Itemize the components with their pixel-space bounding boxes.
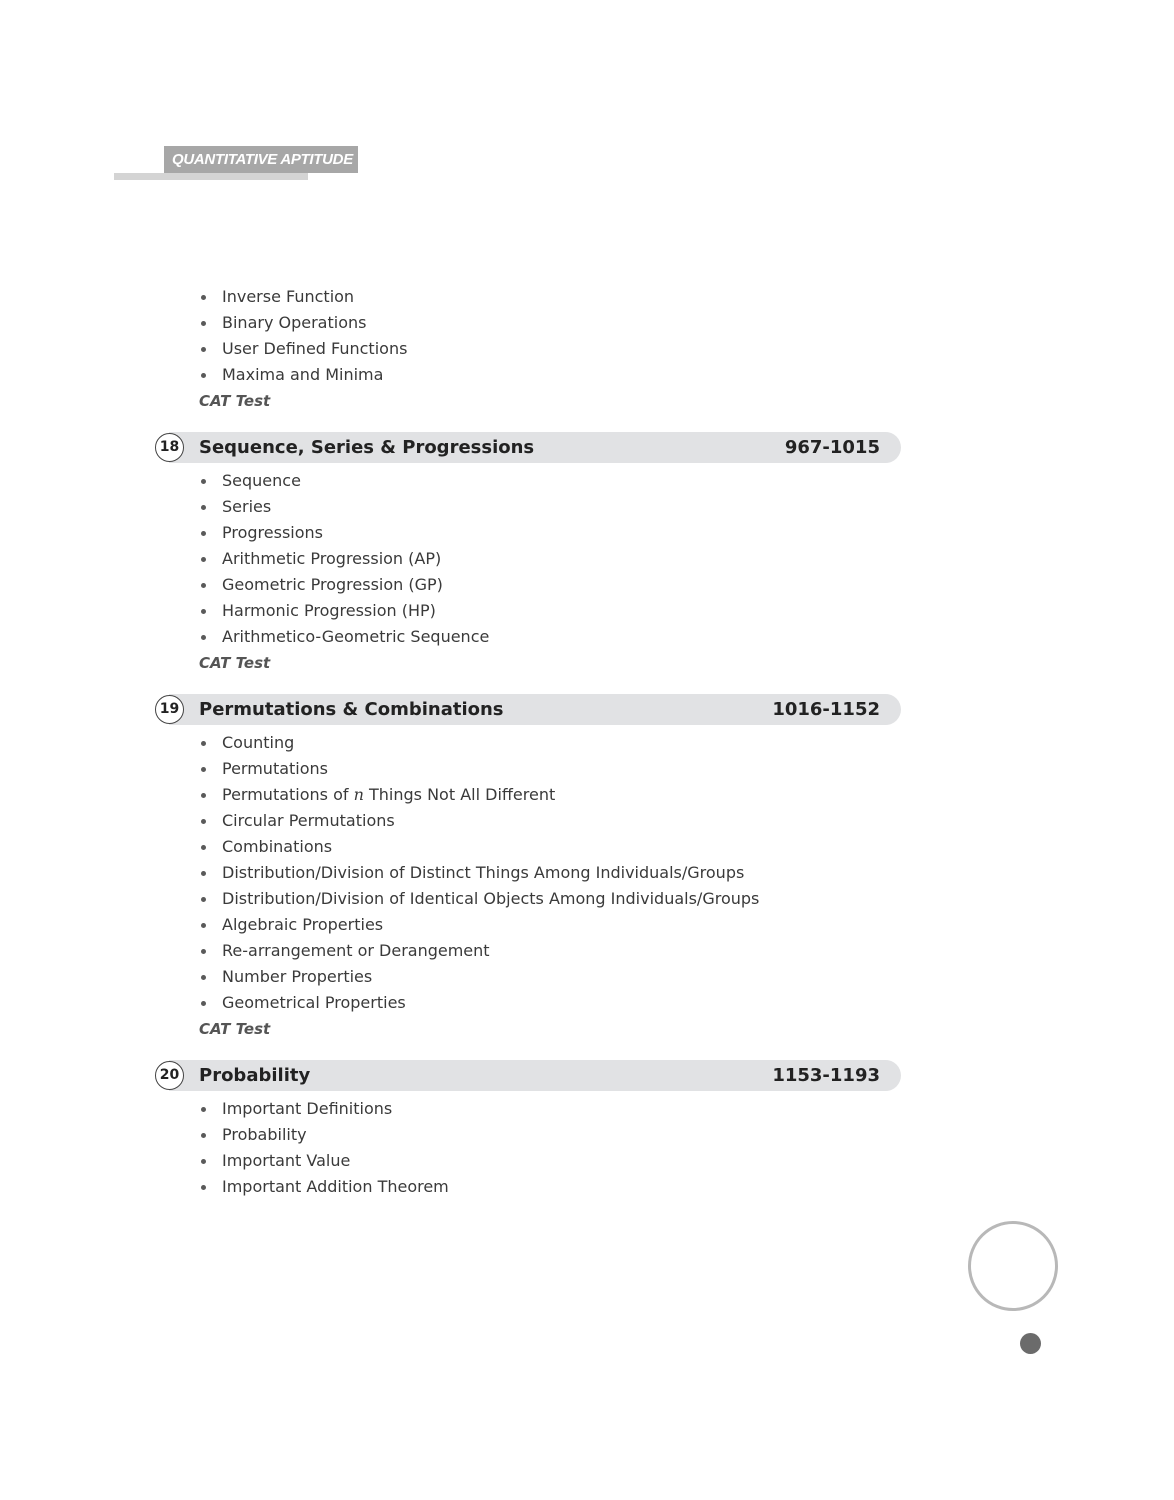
chapter-topic-list	[155, 730, 915, 1016]
header-underline	[114, 173, 308, 180]
list-item: User Defined Functions	[155, 336, 915, 362]
cat-test-label: CAT Test	[199, 392, 271, 410]
chapter-page-range: 1016-1152	[772, 699, 880, 720]
list-item: Arithmetic Progression (AP)	[155, 546, 915, 572]
list-item: Important Addition Theorem	[155, 1174, 915, 1200]
list-item: Counting	[155, 730, 915, 756]
chapter-18	[155, 432, 915, 676]
chapter-heading[interactable]	[155, 432, 915, 463]
cat-test-label: CAT Test	[199, 1020, 271, 1038]
chapter-topic-list	[155, 468, 915, 650]
chapter-number-badge: 18	[155, 433, 184, 462]
chapter-heading[interactable]	[155, 1060, 915, 1091]
list-item: Circular Permutations	[155, 808, 915, 834]
list-item: Number Properties	[155, 964, 915, 990]
list-item: Distribution/Division of Distinct Things Among Individuals/Groups	[155, 860, 915, 886]
contents-list	[155, 284, 915, 1200]
chapter-19	[155, 694, 915, 1042]
list-item: Harmonic Progression (HP)	[155, 598, 915, 624]
chapter-topic-list	[155, 1096, 915, 1200]
list-item: Permutations of n Things Not All Different	[155, 782, 915, 808]
chapter-page-range: 1153-1193	[772, 1065, 880, 1086]
list-item: Maxima and Minima	[155, 362, 915, 388]
chapter-title: Permutations & Combinations	[199, 699, 504, 720]
chapter-20	[155, 1060, 915, 1200]
chapter-number-badge: 20	[155, 1061, 184, 1090]
continued-topic-list	[155, 284, 915, 388]
list-item: Binary Operations	[155, 310, 915, 336]
list-item: Sequence	[155, 468, 915, 494]
list-item: Series	[155, 494, 915, 520]
cat-test-label: CAT Test	[199, 654, 271, 672]
list-item: Distribution/Division of Identical Objects Among Individuals/Groups	[155, 886, 915, 912]
list-item: Arithmetico-Geometric Sequence	[155, 624, 915, 650]
chapter-title: Probability	[199, 1065, 311, 1086]
list-item: Combinations	[155, 834, 915, 860]
chapter-number-badge: 19	[155, 695, 184, 724]
list-item: Re-arrangement or Derangement	[155, 938, 915, 964]
page-ring-decoration	[968, 1221, 1058, 1311]
running-header: QUANTITATIVE APTITUDE	[164, 146, 358, 173]
list-item: Geometrical Properties	[155, 990, 915, 1016]
list-item: Permutations	[155, 756, 915, 782]
list-item: Important Value	[155, 1148, 915, 1174]
list-item: Algebraic Properties	[155, 912, 915, 938]
list-item: Geometric Progression (GP)	[155, 572, 915, 598]
chapter-heading[interactable]	[155, 694, 915, 725]
list-item: Probability	[155, 1122, 915, 1148]
list-item: Important Definitions	[155, 1096, 915, 1122]
list-item: Progressions	[155, 520, 915, 546]
chapter-title: Sequence, Series & Progressions	[199, 437, 535, 458]
chapter-page-range: 967-1015	[784, 437, 880, 458]
page-dot-decoration	[1020, 1333, 1041, 1354]
list-item: Inverse Function	[155, 284, 915, 310]
